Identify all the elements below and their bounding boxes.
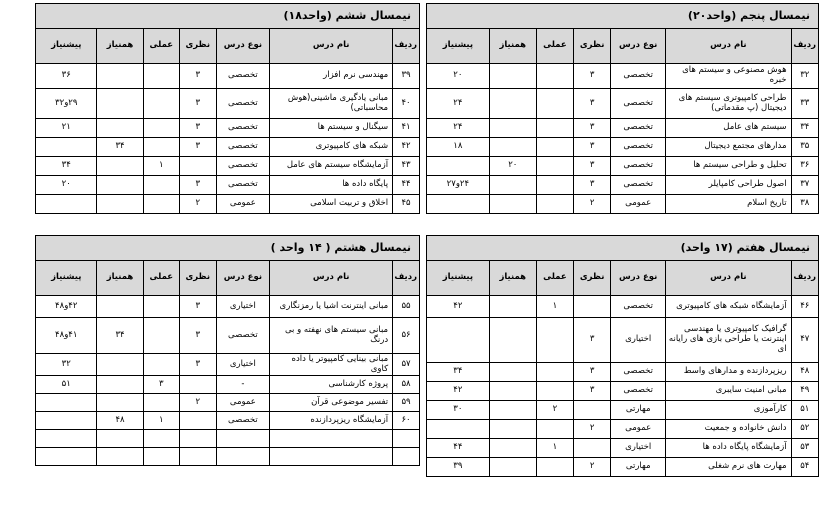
row-number: ۴۷ (791, 318, 818, 363)
course-name: آزمایشگاه ریزپردازنده (270, 412, 393, 430)
theory-units: ۳ (574, 119, 611, 138)
practical-units (143, 195, 179, 214)
row-number: ۳۸ (791, 195, 818, 214)
row-number (393, 430, 420, 448)
column-header: نام درس (270, 261, 393, 296)
course-type: تخصصی (216, 176, 270, 195)
row-number: ۵۲ (791, 420, 818, 439)
column-header: پیشنیاز (427, 29, 490, 64)
theory-units: ۳ (180, 296, 216, 318)
column-header: همنیاز (489, 29, 536, 64)
corequisite (489, 195, 536, 214)
course-type: اختیاری (611, 439, 666, 458)
corequisite: ۳۴ (97, 318, 143, 354)
row-number: ۴۱ (393, 119, 420, 138)
table-row (427, 195, 819, 214)
table-row (36, 176, 420, 195)
theory-units: ۳ (180, 354, 216, 376)
course-type: مهارتی (611, 401, 666, 420)
row-number: ۵۶ (393, 318, 420, 354)
table-row (427, 89, 819, 119)
theory-units: ۳ (574, 89, 611, 119)
corequisite (97, 119, 143, 138)
column-header: نام درس (666, 29, 791, 64)
corequisite: ۳۴ (97, 138, 143, 157)
prerequisite (36, 430, 97, 448)
prerequisite: ۵۱ (36, 376, 97, 394)
practical-units (536, 119, 573, 138)
column-header: همنیاز (489, 261, 536, 296)
table-row (36, 448, 420, 466)
table-row (427, 138, 819, 157)
course-name (270, 448, 393, 466)
theory-units (180, 448, 216, 466)
row-number: ۴۴ (393, 176, 420, 195)
prerequisite: ۳۶ (36, 64, 97, 89)
theory-units: ۲ (574, 458, 611, 477)
semester-7-table (426, 235, 819, 477)
course-type: تخصصی (611, 176, 666, 195)
prerequisite (36, 394, 97, 412)
corequisite (97, 176, 143, 195)
course-type: تخصصی (611, 157, 666, 176)
course-name: طراحی کامپیوتری سیستم های دیجیتال (پ مقدماتی) (666, 89, 791, 119)
table-row (427, 296, 819, 318)
corequisite (489, 318, 536, 363)
course-table (426, 3, 819, 214)
theory-units: ۳ (180, 64, 216, 89)
prerequisite: ۲۴و۲۷ (427, 176, 490, 195)
course-type: تخصصی (611, 363, 666, 382)
course-type: تخصصی (216, 412, 270, 430)
row-number: ۴۲ (393, 138, 420, 157)
practical-units (536, 318, 573, 363)
corequisite (489, 296, 536, 318)
table-row (427, 401, 819, 420)
table-row (36, 318, 420, 354)
prerequisite: ۲۰ (36, 176, 97, 195)
corequisite (489, 64, 536, 89)
course-type: تخصصی (611, 89, 666, 119)
prerequisite (427, 318, 490, 363)
practical-units (143, 119, 179, 138)
corequisite (489, 138, 536, 157)
row-number: ۳۳ (791, 89, 818, 119)
course-name: تاریخ اسلام (666, 195, 791, 214)
row-number: ۵۸ (393, 376, 420, 394)
corequisite (489, 176, 536, 195)
practical-units (143, 296, 179, 318)
course-name: اخلاق و تربیت اسلامی (270, 195, 393, 214)
column-header: عملی (143, 29, 179, 64)
table-row (427, 176, 819, 195)
theory-units: ۳ (180, 176, 216, 195)
theory-units: ۳ (574, 363, 611, 382)
practical-units: ۱ (536, 439, 573, 458)
course-name: پروژه کارشناسی (270, 376, 393, 394)
column-header-row (427, 29, 819, 64)
theory-units: ۳ (574, 318, 611, 363)
course-type: تخصصی (611, 64, 666, 89)
row-number: ۵۵ (393, 296, 420, 318)
practical-units (536, 176, 573, 195)
corequisite (97, 157, 143, 176)
course-name: پایگاه داده ها (270, 176, 393, 195)
course-type: - (216, 376, 270, 394)
prerequisite (427, 420, 490, 439)
practical-units (143, 176, 179, 195)
table-row (427, 458, 819, 477)
column-header: ردیف (791, 29, 818, 64)
theory-units (180, 430, 216, 448)
semester-title (427, 236, 819, 261)
prerequisite: ۲۰ (427, 64, 490, 89)
row-number: ۴۵ (393, 195, 420, 214)
column-header: نوع درس (216, 261, 270, 296)
practical-units (143, 138, 179, 157)
course-type: تخصصی (216, 64, 270, 89)
course-table (35, 3, 420, 214)
column-header: ردیف (791, 261, 818, 296)
theory-units: ۳ (180, 138, 216, 157)
row-number: ۵۹ (393, 394, 420, 412)
corequisite (489, 89, 536, 119)
corequisite (97, 64, 143, 89)
practical-units (536, 157, 573, 176)
row-number: ۳۵ (791, 138, 818, 157)
column-header: عملی (143, 261, 179, 296)
practical-units (536, 89, 573, 119)
theory-units (180, 157, 216, 176)
prerequisite (36, 195, 97, 214)
prerequisite: ۱۸ (427, 138, 490, 157)
table-row (36, 354, 420, 376)
table-row (36, 296, 420, 318)
course-name: تفسیر موضوعی قرآن (270, 394, 393, 412)
practical-units (143, 448, 179, 466)
column-header: پیشنیاز (36, 29, 97, 64)
prerequisite: ۳۴ (36, 157, 97, 176)
practical-units (143, 430, 179, 448)
column-header-row (427, 261, 819, 296)
row-number: ۳۶ (791, 157, 818, 176)
table-row (427, 64, 819, 89)
course-type: تخصصی (216, 89, 270, 119)
course-name: ریزپردازنده و مدارهای واسط (666, 363, 791, 382)
column-header: پیشنیاز (427, 261, 490, 296)
theory-units: ۳ (180, 89, 216, 119)
course-name: مبانی اینترنت اشیا یا رمزنگاری (270, 296, 393, 318)
course-type: تخصصی (216, 318, 270, 354)
semester-title (36, 236, 420, 261)
row-number: ۴۳ (393, 157, 420, 176)
column-header: ردیف (393, 261, 420, 296)
course-type: عمومی (216, 394, 270, 412)
prerequisite (427, 195, 490, 214)
column-header: نام درس (666, 261, 791, 296)
table-row (36, 138, 420, 157)
table-row (427, 363, 819, 382)
course-name (270, 430, 393, 448)
row-number (393, 448, 420, 466)
prerequisite: ۲۹و۳۲ (36, 89, 97, 119)
semester-title (36, 4, 420, 29)
theory-units: ۲ (180, 394, 216, 412)
theory-units: ۳ (574, 382, 611, 401)
course-type: تخصصی (611, 382, 666, 401)
course-name: شبکه های کامپیوتری (270, 138, 393, 157)
theory-units: ۲ (180, 195, 216, 214)
theory-units: ۳ (180, 119, 216, 138)
corequisite (489, 401, 536, 420)
prerequisite: ۴۲ (427, 382, 490, 401)
course-name: مبانی سیستم های نهفته و بی درنگ (270, 318, 393, 354)
prerequisite: ۲۴ (427, 119, 490, 138)
course-name: مبانی امنیت سایبری (666, 382, 791, 401)
corequisite: ۲۰ (489, 157, 536, 176)
prerequisite (427, 157, 490, 176)
column-header: نوع درس (611, 261, 666, 296)
course-name: گرافیک کامپیوتری یا مهندسی اینترنت یا طراحی بازی های رایانه ای (666, 318, 791, 363)
row-number: ۳۹ (393, 64, 420, 89)
semester-5-table (426, 3, 819, 214)
practical-units (143, 89, 179, 119)
course-table (35, 235, 420, 466)
column-header: نظری (180, 29, 216, 64)
row-number: ۵۴ (791, 458, 818, 477)
course-type (216, 448, 270, 466)
table-row (36, 89, 420, 119)
row-number: ۳۲ (791, 64, 818, 89)
theory-units: ۳ (180, 318, 216, 354)
column-header: عملی (536, 29, 573, 64)
theory-units (574, 401, 611, 420)
column-header: نظری (574, 29, 611, 64)
table-row (36, 64, 420, 89)
theory-units: ۳ (574, 157, 611, 176)
course-type: اختیاری (611, 318, 666, 363)
column-header: نظری (574, 261, 611, 296)
corequisite (97, 430, 143, 448)
prerequisite: ۴۲و۴۸ (36, 296, 97, 318)
course-name: دانش خانواده و جمعیت (666, 420, 791, 439)
corequisite (97, 448, 143, 466)
prerequisite: ۴۴ (427, 439, 490, 458)
corequisite (489, 458, 536, 477)
column-header: نوع درس (216, 29, 270, 64)
theory-units: ۲ (574, 195, 611, 214)
table-row (36, 430, 420, 448)
course-type: مهارتی (611, 458, 666, 477)
course-type: تخصصی (611, 296, 666, 318)
practical-units (536, 138, 573, 157)
course-name: آزمایشگاه شبکه های کامپیوتری (666, 296, 791, 318)
table-row (36, 119, 420, 138)
prerequisite: ۳۹ (427, 458, 490, 477)
theory-units: ۲ (574, 420, 611, 439)
row-number: ۴۸ (791, 363, 818, 382)
course-name: مهارت های نرم شغلی (666, 458, 791, 477)
semester-title (427, 4, 819, 29)
table-row (427, 119, 819, 138)
prerequisite (36, 138, 97, 157)
column-header: نوع درس (611, 29, 666, 64)
corequisite (489, 363, 536, 382)
practical-units: ۱ (536, 296, 573, 318)
row-number: ۶۰ (393, 412, 420, 430)
table-row (427, 382, 819, 401)
row-number: ۳۷ (791, 176, 818, 195)
table-row (36, 157, 420, 176)
semester-8-table (35, 235, 420, 466)
corequisite (97, 195, 143, 214)
corequisite (97, 89, 143, 119)
prerequisite: ۳۰ (427, 401, 490, 420)
corequisite (97, 376, 143, 394)
course-name: آزمایشگاه سیستم های عامل (270, 157, 393, 176)
course-type: عمومی (611, 420, 666, 439)
course-name: مبانی بینایی کامپیوتر یا داده کاوی (270, 354, 393, 376)
theory-units: ۳ (574, 138, 611, 157)
practical-units (536, 420, 573, 439)
table-row (36, 412, 420, 430)
theory-units (574, 296, 611, 318)
row-number: ۴۶ (791, 296, 818, 318)
corequisite (489, 420, 536, 439)
prerequisite: ۳۴ (427, 363, 490, 382)
corequisite (489, 119, 536, 138)
practical-units (143, 394, 179, 412)
table-row (427, 318, 819, 363)
theory-units (574, 439, 611, 458)
prerequisite: ۴۲ (427, 296, 490, 318)
row-number: ۴۰ (393, 89, 420, 119)
prerequisite (36, 448, 97, 466)
course-table (426, 235, 819, 477)
practical-units (536, 363, 573, 382)
table-row (427, 157, 819, 176)
corequisite (97, 394, 143, 412)
column-header: ردیف (393, 29, 420, 64)
corequisite (489, 382, 536, 401)
column-header: نام درس (270, 29, 393, 64)
course-type: تخصصی (216, 157, 270, 176)
column-header-row (36, 29, 420, 64)
course-type (216, 430, 270, 448)
course-name: تحلیل و طراحی سیستم ها (666, 157, 791, 176)
course-name: هوش مصنوعی و سیستم های خبره (666, 64, 791, 89)
column-header: پیشنیاز (36, 261, 97, 296)
column-header-row (36, 261, 420, 296)
course-type: تخصصی (216, 119, 270, 138)
course-name: آزمایشگاه پایگاه داده ها (666, 439, 791, 458)
column-header: همنیاز (97, 261, 143, 296)
course-name: کارآموزی (666, 401, 791, 420)
semester-title-text: نیمسال ششم (واحد۱۸) (283, 8, 411, 22)
semester-title-text: نیمسال هفتم (۱۷ واحد) (680, 240, 810, 254)
course-name: مدارهای مجتمع دیجیتال (666, 138, 791, 157)
column-header: همنیاز (97, 29, 143, 64)
practical-units (536, 458, 573, 477)
course-type: تخصصی (611, 138, 666, 157)
theory-units: ۳ (574, 176, 611, 195)
practical-units (536, 64, 573, 89)
practical-units: ۲ (536, 401, 573, 420)
course-name: سیگنال و سیستم ها (270, 119, 393, 138)
table-row (427, 420, 819, 439)
row-number: ۳۴ (791, 119, 818, 138)
theory-units: ۳ (574, 64, 611, 89)
course-type: تخصصی (611, 119, 666, 138)
row-number: ۵۳ (791, 439, 818, 458)
theory-units (180, 376, 216, 394)
course-type: اختیاری (216, 296, 270, 318)
course-name: مبانی یادگیری ماشینی(هوش محاسباتی) (270, 89, 393, 119)
prerequisite: ۲۴ (427, 89, 490, 119)
table-row (36, 394, 420, 412)
practical-units (143, 318, 179, 354)
course-name: اصول طراحی کامپایلر (666, 176, 791, 195)
course-type: عمومی (611, 195, 666, 214)
table-row (36, 195, 420, 214)
semester-title-text: نیمسال هشتم ( ۱۴ واحد ) (270, 240, 411, 254)
prerequisite: ۳۲ (36, 354, 97, 376)
row-number: ۵۷ (393, 354, 420, 376)
theory-units (180, 412, 216, 430)
semester-6-table (35, 3, 420, 214)
corequisite (489, 439, 536, 458)
practical-units (143, 354, 179, 376)
prerequisite: ۲۱ (36, 119, 97, 138)
course-type: اختیاری (216, 354, 270, 376)
row-number: ۵۱ (791, 401, 818, 420)
course-name: مهندسی نرم افزار (270, 64, 393, 89)
practical-units (536, 195, 573, 214)
prerequisite: ۴۱و۴۸ (36, 318, 97, 354)
practical-units: ۳ (143, 376, 179, 394)
row-number: ۴۹ (791, 382, 818, 401)
corequisite (97, 354, 143, 376)
corequisite (97, 296, 143, 318)
corequisite: ۴۸ (97, 412, 143, 430)
practical-units (143, 64, 179, 89)
course-name: سیستم های عامل (666, 119, 791, 138)
practical-units: ۱ (143, 412, 179, 430)
table-row (36, 376, 420, 394)
course-type: تخصصی (216, 138, 270, 157)
prerequisite (36, 412, 97, 430)
column-header: عملی (536, 261, 573, 296)
course-type: عمومی (216, 195, 270, 214)
column-header: نظری (180, 261, 216, 296)
table-row (427, 439, 819, 458)
practical-units: ۱ (143, 157, 179, 176)
semester-title-text: نیمسال پنجم (واحد۲۰) (687, 8, 810, 22)
practical-units (536, 382, 573, 401)
